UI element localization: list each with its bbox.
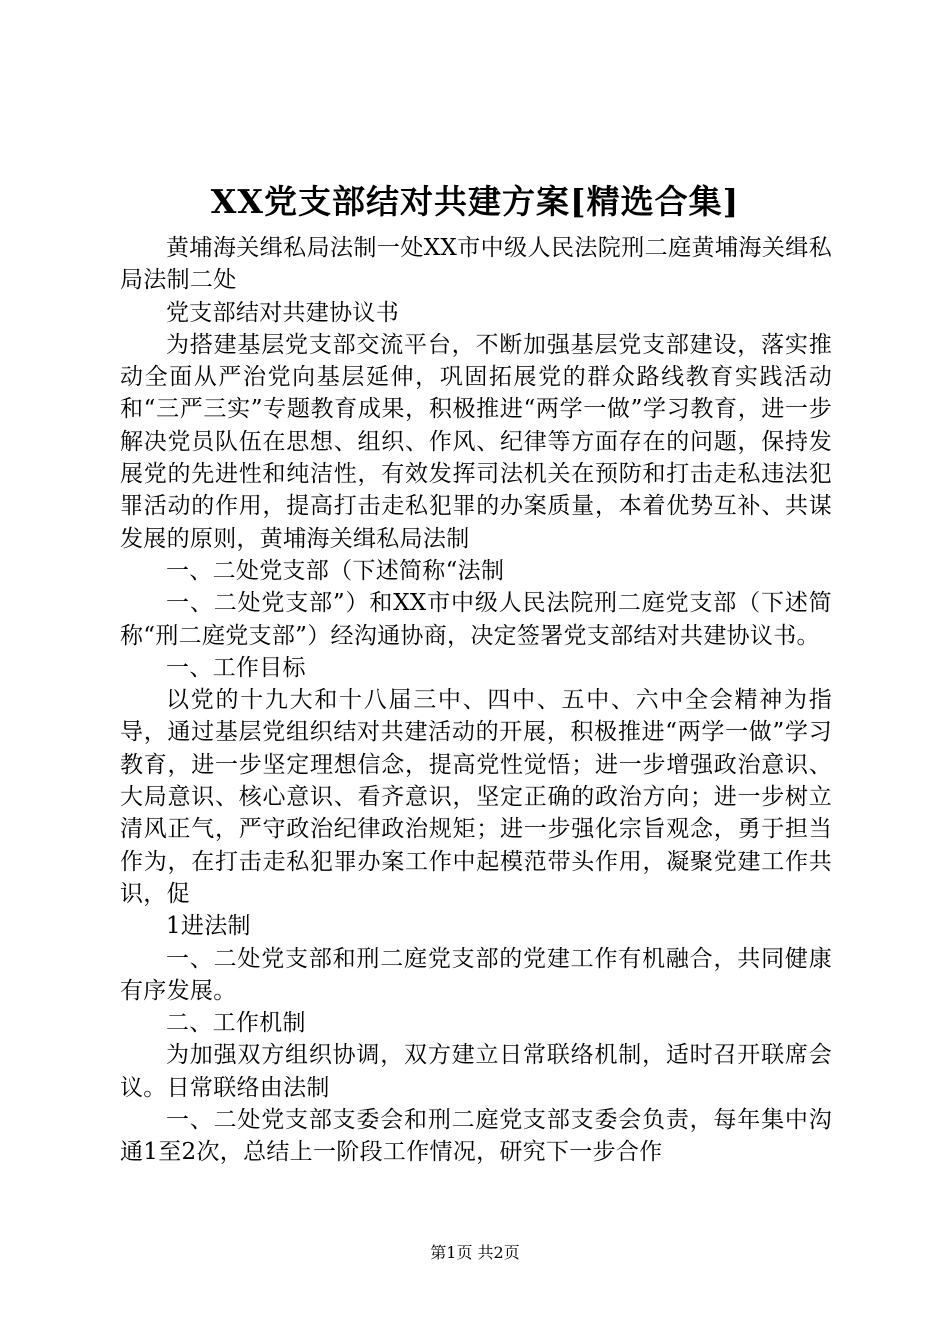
page-footer: 第1页 共2页 bbox=[430, 1243, 520, 1262]
paragraph: 为加强双方组织协调，双方建立日常联络机制，适时召开联席会议。日常联络由法制 bbox=[120, 1042, 832, 1101]
paragraph: 一、二处党支部”）和XX市中级人民法院刑二庭党支部（下述简称“刑二庭党支部”）经沟通协商，决定签署党支部结对共建协议书。 bbox=[120, 590, 832, 649]
section-heading: 二、工作机制 bbox=[166, 1010, 306, 1037]
paragraph: 为搭建基层党支部交流平台，不断加强基层党支部建设，落实推动全面从严治党向基层延伸，巩固拓展党的群众路线教育实践活动和“三严三实”专题教育成果，积极推进“两学一做”学习教育，进一步解决党员队伍在思想、组织、作风、纪律等方面存在的问题，保持发展党的先进性和纯洁性，有效发挥司法机关在预防和打击走私违法犯罪活动的作用，提高打击走私犯罪的办案质量，本着优势互补、共谋发展的原则，黄埔海关缉私局法制 bbox=[120, 331, 832, 552]
paragraph: 1进法制 bbox=[166, 913, 251, 940]
paragraph: 黄埔海关缉私局法制一处XX市中级人民法院刑二庭黄埔海关缉私局法制二处 bbox=[120, 235, 832, 294]
paragraph: 一、二处党支部支委会和刑二庭党支部支委会负责，每年集中沟通1至2次，总结上一阶段工作情况，研究下一步合作 bbox=[120, 1107, 832, 1166]
paragraph: 一、二处党支部（下述简称“法制 bbox=[166, 557, 505, 584]
paragraph: 以党的十九大和十八届三中、四中、五中、六中全会精神为指导，通过基层党组织结对共建活动的开展，积极推进“两学一做”学习教育，进一步坚定理想信念，提高党性觉悟；进一步增强政治意识、大局意识、核心意识、看齐意识，坚定正确的政治方向；进一步树立清风正气，严守政治纪律政治规矩；进一步强化宗旨观念，勇于担当作为，在打击走私犯罪办案工作中起模范带头作用，凝聚党建工作共识，促 bbox=[120, 687, 832, 907]
paragraph: 党支部结对共建协议书 bbox=[166, 299, 399, 326]
document-title: XX党支部结对共建方案[精选合集] bbox=[210, 182, 740, 221]
paragraph: 一、二处党支部和刑二庭党支部的党建工作有机融合，共同健康有序发展。 bbox=[120, 945, 832, 1004]
document-body bbox=[120, 232, 832, 1169]
section-heading: 一、工作目标 bbox=[166, 654, 306, 681]
